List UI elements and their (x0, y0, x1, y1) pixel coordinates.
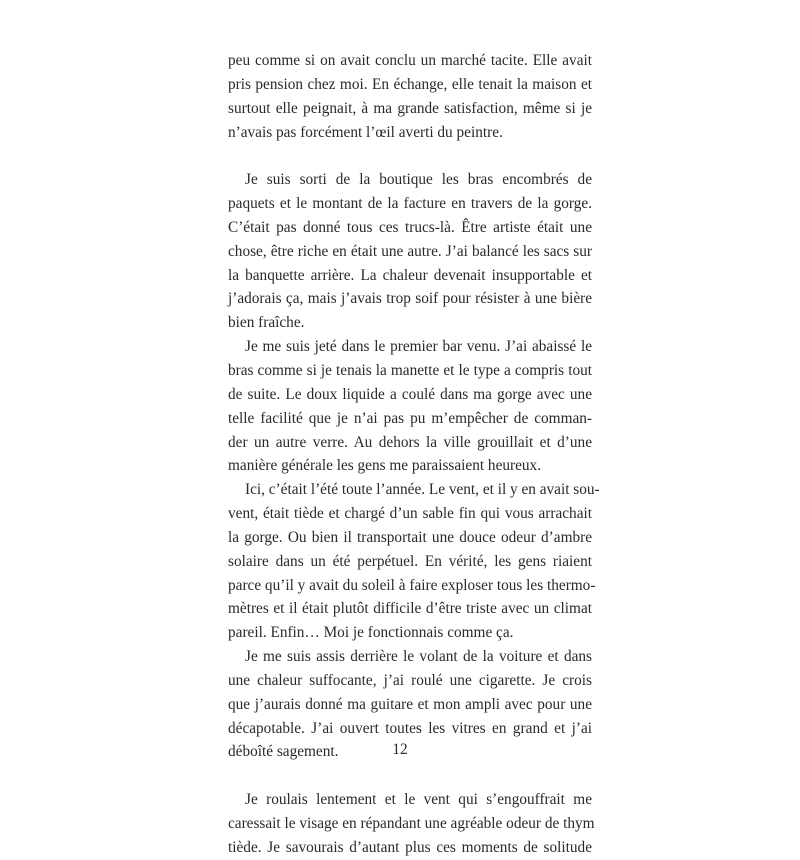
text-line: bien fraîche. (228, 314, 305, 332)
paragraph-gap (228, 764, 592, 788)
text-line: déboîté sagement. (228, 743, 339, 761)
text-line: pris pension chez moi. En échange, elle tenait la maison et (228, 75, 592, 93)
text-line: mètres et il était plutôt difficile d’être triste avec un climat (228, 600, 592, 618)
text-line: j’adorais ça, mais j’avais trop soif pour résister à une bière (228, 290, 592, 308)
text-line: tiède. Je savourais d’autant plus ces moments de solitude (228, 838, 592, 856)
text-line: pareil. Enfin… Moi je fonctionnais comme ça. (228, 624, 514, 642)
text-line: manière générale les gens me paraissaient heureux. (228, 457, 542, 475)
text-line: Je roulais lentement et le vent qui s’engouffrait me (245, 791, 592, 809)
text-line: Ici, c’était l’été toute l’année. Le vent, et il y en avait sou- (245, 481, 600, 499)
text-line: Je suis sorti de la boutique les bras encombrés de (245, 171, 592, 189)
text-line: bras comme si je tenais la manette et le type a compris tout (228, 361, 592, 379)
text-line: paquets et le montant de la facture en travers de la gorge. (228, 195, 592, 213)
text-line: de suite. Le doux liquide a coulé dans ma gorge avec une (228, 385, 592, 403)
text-line: telle facilité que je n’ai pas pu m’empêcher de comman- (228, 409, 592, 427)
text-line: peu comme si on avait conclu un marché tacite. Elle avait (228, 52, 592, 69)
text-line: vent, était tiède et chargé d’un sable fin qui vous arrachait (228, 505, 592, 523)
text-line: C’était pas donné tous ces trucs-là. Être artiste était une (228, 218, 592, 236)
text-line: décapotable. J’ai ouvert toutes les vitres en grand et j’ai (228, 719, 592, 737)
text-line: solaire dans un été perpétuel. En vérité, les gens riaient (228, 552, 592, 570)
paragraph-gap (228, 144, 592, 168)
text-line: surtout elle peignait, à ma grande satisfaction, même si je (228, 99, 592, 117)
text-line: la gorge. Ou bien il transportait une douce odeur d’ambre (228, 528, 592, 546)
text-line: Je me suis assis derrière le volant de la voiture et dans (245, 648, 592, 666)
text-line: parce qu’il y avait du soleil à faire exploser tous les thermo- (228, 576, 596, 594)
text-line: der un autre verre. Au dehors la ville grouillait et d’une (228, 433, 592, 451)
text-line: la banquette arrière. La chaleur devenait insupportable et (228, 266, 592, 284)
text-line: n’avais pas forcément l’œil averti du peintre. (228, 123, 503, 141)
text-line: que j’aurais donné ma guitare et mon ampli avec pour une (228, 695, 592, 713)
text-line: une chaleur suffocante, j’ai roulé une cigarette. Je crois (228, 671, 592, 689)
text-line: Je me suis jeté dans le premier bar venu. J’ai abaissé le (245, 338, 592, 356)
text-line: caressait le visage en répandant une agréable odeur de thym (228, 815, 595, 832)
text-line: chose, être riche en était une autre. J’ai balancé les sacs sur (228, 242, 592, 260)
page-number: 12 (392, 741, 408, 758)
